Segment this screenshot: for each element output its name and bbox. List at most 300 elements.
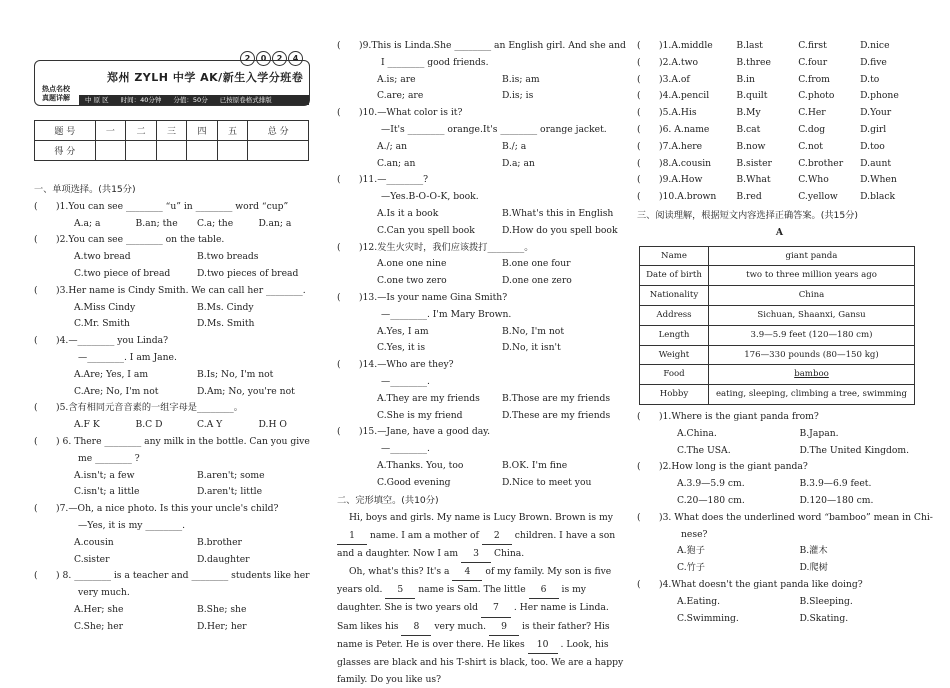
option-row <box>337 256 627 273</box>
option: A.Thanks. You, too <box>377 459 464 471</box>
option: B.quilt <box>736 90 768 102</box>
option: B.aren't; some <box>197 469 265 481</box>
cloze-option-group <box>659 72 922 89</box>
answer-paren[interactable]: ( <box>637 410 641 422</box>
option: B.cat <box>736 123 761 135</box>
score-cell[interactable] <box>248 141 309 161</box>
option: D.is; is <box>502 90 534 102</box>
option-row <box>337 88 627 105</box>
option: D.爬树 <box>799 562 828 574</box>
answer-paren[interactable]: ( <box>637 90 641 102</box>
option-row <box>34 552 320 569</box>
score-cell[interactable] <box>156 141 187 161</box>
question-line: —________. I'm Mary Brown. <box>381 308 512 320</box>
cloze-option-row <box>637 55 922 72</box>
option: D.daughter <box>197 553 250 565</box>
cloze-option-row <box>637 105 922 122</box>
score-cell[interactable] <box>217 141 248 161</box>
option: A.Are; Yes, I am <box>74 368 149 380</box>
option: B.Sleeping. <box>799 595 853 607</box>
option-row <box>34 535 320 552</box>
score-table: 题 号 一 二 三 四 五 总 分 得 分 <box>34 120 309 161</box>
option: B.My <box>736 107 761 119</box>
info-value: 176—330 pounds (80—150 kg) <box>709 345 915 365</box>
answer-paren[interactable]: ( <box>34 335 38 347</box>
cloze-passage <box>337 509 627 688</box>
info-key: Length <box>640 325 709 345</box>
cloze-text: name is Sam. The little <box>418 584 526 596</box>
answer-paren[interactable]: ( <box>337 359 341 371</box>
cloze-option-row <box>637 88 922 105</box>
cloze-option-row <box>637 189 922 206</box>
option: D.Nice to meet you <box>502 476 592 488</box>
answer-paren[interactable]: ( <box>637 107 641 119</box>
info-key: Hobby <box>640 385 709 405</box>
option: C.photo <box>798 90 835 102</box>
option: A.They are my friends <box>377 392 480 404</box>
cloze-blank[interactable]: 5 <box>385 581 415 599</box>
option-row <box>34 367 320 384</box>
option: C.Mr. Smith <box>74 318 130 330</box>
option-row <box>637 543 922 560</box>
info-value: bamboo <box>709 365 915 385</box>
question-stem <box>34 199 320 216</box>
option: B.an; the <box>135 217 178 229</box>
cloze-option-row <box>637 156 922 173</box>
question-text: )4.What doesn't the giant panda like doing? <box>659 578 863 590</box>
question-stem <box>337 240 627 257</box>
option: )9.A.How <box>659 174 703 186</box>
question-stem <box>337 38 627 55</box>
option: D.No, it isn't <box>502 342 561 354</box>
question-text: )1.You can see ________ “u” in ________ word “cup” <box>56 200 289 212</box>
question-stem <box>34 400 320 417</box>
option: D.girl <box>860 123 887 135</box>
option-row <box>34 602 320 619</box>
cloze-text: . Her name is Linda. Sam likes his <box>337 602 609 632</box>
question-stem <box>637 409 922 426</box>
option: C.an; an <box>377 157 416 169</box>
option: C.Are; No, I'm not <box>74 385 159 397</box>
option: D.How do you spell book <box>502 224 618 236</box>
cloze-text: . Look, his glasses are black and his T-shirt is black, too. We are a happy family. Do you like us? <box>337 638 624 686</box>
answer-paren[interactable]: ( <box>637 123 641 135</box>
answer-paren[interactable]: ( <box>637 56 641 68</box>
option-row <box>34 417 320 434</box>
option-row <box>337 391 627 408</box>
info-key: Name <box>640 246 709 266</box>
section-title: 二、完形填空。(共10分) <box>337 494 439 506</box>
option: B./; a <box>502 140 527 152</box>
option: C.are; are <box>377 90 424 102</box>
option: A.狍子 <box>677 545 705 557</box>
option: D.an; a <box>258 217 292 229</box>
question-text: )2.You can see ________ on the table. <box>56 234 225 246</box>
option-row <box>34 619 320 636</box>
option: )10.A.brown <box>659 191 717 203</box>
exam-info-bar: 中 原 区 时间：40分钟 分值：50分 已按原卷格式排版 <box>79 95 309 105</box>
option: C.She; her <box>74 620 124 632</box>
col2-questions <box>337 38 627 492</box>
option: )8.A.cousin <box>659 157 712 169</box>
option: B.No, I'm not <box>502 325 565 337</box>
option: D.H O <box>258 419 287 431</box>
option: C.one two zero <box>377 275 447 287</box>
option-row <box>637 594 922 611</box>
cloze-blank[interactable]: 2 <box>482 527 512 545</box>
question-stem <box>337 172 627 189</box>
info-row <box>640 305 915 325</box>
option-row <box>337 139 627 156</box>
option: B.is; am <box>502 73 540 85</box>
option: C.first <box>798 40 827 51</box>
year-digit: 4 <box>288 51 303 66</box>
column-3 <box>637 38 933 627</box>
option: B.Ms. Cindy <box>197 301 254 313</box>
answer-paren[interactable]: ( <box>637 73 641 85</box>
option: D.Your <box>860 107 892 119</box>
cloze-text: children. I have a son and a daughter. Now I am <box>337 529 616 559</box>
option: C.isn't; a little <box>74 486 140 498</box>
option: C.a; the <box>197 217 234 229</box>
cloze-option-group <box>659 189 922 206</box>
cloze-option-group <box>659 38 922 55</box>
option: C.four <box>798 56 828 68</box>
option: B.two breads <box>197 251 259 263</box>
option: D.five <box>860 56 887 68</box>
option: D.When <box>860 174 897 186</box>
option: C.from <box>798 73 830 85</box>
option-row <box>34 216 320 233</box>
option: B.red <box>736 191 762 203</box>
cloze-blank[interactable]: 4 <box>452 563 482 581</box>
cloze-paragraph <box>337 509 627 563</box>
answer-paren[interactable]: ( <box>637 461 641 473</box>
question-stem <box>337 424 627 441</box>
option: B.brother <box>197 536 242 548</box>
info-row <box>640 325 915 345</box>
cloze-option-row <box>637 72 922 89</box>
header-side-label: 热点名校 真题详解 <box>42 85 70 102</box>
question-line: —________. I am Jane. <box>78 351 177 363</box>
option: D.two pieces of bread <box>197 267 299 279</box>
cloze-blank[interactable]: 1 <box>337 527 367 545</box>
option: A.3.9—5.9 cm. <box>677 478 745 490</box>
option: D.Am; No, you're not <box>197 385 295 397</box>
exam-title: 郑州 ZYLH 中学 AK/新生入学分班卷 <box>107 71 304 84</box>
question-stem <box>637 577 922 594</box>
info-key: Food <box>640 365 709 385</box>
option-row <box>337 206 627 223</box>
option: C.not <box>798 140 823 152</box>
option: A.a; a <box>74 217 101 229</box>
option: B.one one four <box>502 258 571 270</box>
option: C.Swimming. <box>677 612 739 624</box>
question-text: )5.含有相同元音音素的一组字母是________。 <box>56 402 243 414</box>
option: B.3.9—6.9 feet. <box>799 478 872 490</box>
option: )3.A.of <box>659 73 690 85</box>
info-key: Address <box>640 305 709 325</box>
question-line: —________. <box>381 375 430 387</box>
option: C.Her <box>798 107 826 119</box>
score-cell[interactable] <box>126 141 157 161</box>
answer-paren[interactable]: ( <box>34 234 38 246</box>
option: D.aunt <box>860 157 892 169</box>
option: D.one one zero <box>502 275 572 287</box>
answer-paren[interactable]: ( <box>637 157 641 169</box>
cloze-blank[interactable]: 10 <box>528 636 558 654</box>
option: B.She; she <box>197 603 247 615</box>
question-text: )13.—Is your name Gina Smith? <box>359 291 508 303</box>
option-row <box>34 384 320 401</box>
cloze-text: is my daughter. She is two years old <box>337 584 586 614</box>
option: B.last <box>736 40 763 51</box>
answer-paren[interactable]: ( <box>337 40 341 51</box>
reading-questions <box>637 409 933 627</box>
option: A.China. <box>677 427 717 439</box>
info-key: Nationality <box>640 286 709 306</box>
cloze-text: China. <box>493 547 525 559</box>
answer-paren[interactable]: ( <box>637 511 641 523</box>
question-stem <box>337 105 627 122</box>
cloze-blank[interactable]: 7 <box>481 599 511 617</box>
option: D.Her; her <box>197 620 247 632</box>
option-row <box>34 249 320 266</box>
option: C.Good evening <box>377 476 451 488</box>
cloze-blank[interactable]: 3 <box>461 545 491 563</box>
question-text: )15.—Jane, have a good day. <box>359 426 491 438</box>
cloze-paragraph <box>337 563 627 688</box>
cloze-text: Oh, what's this? It's a <box>349 565 450 577</box>
score-cell[interactable] <box>187 141 218 161</box>
question-stem <box>34 333 320 350</box>
cloze-option-group <box>659 122 922 139</box>
option-row <box>34 316 320 333</box>
option: B.C D <box>135 419 163 431</box>
score-cell[interactable] <box>95 141 126 161</box>
exam-header <box>34 60 310 106</box>
cloze-options <box>637 38 922 206</box>
cloze-option-group <box>659 156 922 173</box>
info-value: China <box>709 286 915 306</box>
option: C.20—180 cm. <box>677 494 745 506</box>
option: B.three <box>736 56 771 68</box>
answer-paren[interactable]: ( <box>34 402 38 414</box>
section-title: 三、阅读理解，根据短文内容选择正确答案。(共15分) <box>637 209 858 221</box>
answer-paren[interactable]: ( <box>34 200 38 212</box>
section1-questions <box>34 199 320 636</box>
option-row <box>34 266 320 283</box>
cloze-option-row <box>637 38 922 55</box>
option: A.Miss Cindy <box>74 301 136 313</box>
option: C.yellow <box>798 191 838 203</box>
info-key: Weight <box>640 345 709 365</box>
option: B.What's this in English <box>502 207 614 219</box>
option: D.These are my friends <box>502 409 611 421</box>
answer-paren[interactable]: ( <box>34 284 38 296</box>
answer-paren[interactable]: ( <box>337 291 341 303</box>
info-value: giant panda <box>709 246 915 266</box>
info-row <box>640 266 915 286</box>
info-row <box>640 365 915 385</box>
answer-paren[interactable]: ( <box>337 426 341 438</box>
option: C.Yes, it is <box>377 342 426 354</box>
option: C.The USA. <box>677 444 731 456</box>
cloze-text: is their father? His name is Peter. He is over there. He likes <box>337 620 610 650</box>
option: B.now <box>736 140 766 152</box>
section-title: 一、单项选择。(共15分) <box>34 184 136 195</box>
option: D.too <box>860 140 885 152</box>
answer-paren[interactable]: ( <box>34 503 38 515</box>
option: C.She is my friend <box>377 409 463 421</box>
info-row <box>640 246 915 266</box>
option: B.Is; No, I'm not <box>197 368 274 380</box>
option-row <box>337 223 627 240</box>
cloze-option-row <box>637 139 922 156</box>
option: D.black <box>860 191 896 203</box>
question-line: —Yes, it is my ________. <box>78 519 186 531</box>
answer-paren[interactable]: ( <box>34 570 38 582</box>
question-text: )9.This is Linda.She ________ an English girl. And she and <box>359 40 626 51</box>
panda-info-table <box>639 246 915 405</box>
info-row <box>640 286 915 306</box>
cloze-option-group <box>659 172 922 189</box>
option: )4.A.pencil <box>659 90 710 102</box>
info-value: Sichuan, Shaanxi, Gansu <box>709 305 915 325</box>
option: C.A Y <box>197 419 223 431</box>
question-stem <box>34 501 320 518</box>
option-row <box>637 443 922 460</box>
option-row <box>34 484 320 501</box>
info-key: Date of birth <box>640 266 709 286</box>
info-value: eating, sleeping, climbing a tree, swimming <box>709 385 915 405</box>
option: D.120—180 cm. <box>799 494 874 506</box>
question-text: )2.How long is the giant panda? <box>659 461 808 473</box>
question-stem <box>34 283 320 300</box>
question-line: —It's ________ orange.It's ________ orange jacket. <box>381 123 607 135</box>
option: C.Who <box>798 174 829 186</box>
option: B.Japan. <box>799 427 839 439</box>
cloze-text: of my family. My son is five years old. <box>337 565 612 596</box>
question-text: )10.—What color is it? <box>359 107 463 119</box>
answer-paren[interactable]: ( <box>337 174 341 186</box>
question-text: )4.—________ you Linda? <box>56 335 169 347</box>
question-text: )11.—________? <box>359 174 429 186</box>
option-row <box>34 468 320 485</box>
option: B.灌木 <box>799 545 828 557</box>
answer-paren[interactable]: ( <box>637 578 641 590</box>
answer-paren[interactable]: ( <box>637 191 641 203</box>
option: D.a; an <box>502 157 535 169</box>
question-stem <box>337 290 627 307</box>
option: )1.A.middle <box>659 40 713 51</box>
cloze-text: Hi, boys and girls. My name is Lucy Brown. Brown is my <box>349 512 613 524</box>
answer-paren[interactable]: ( <box>637 140 641 152</box>
option-row <box>337 408 627 425</box>
cloze-option-group <box>659 139 922 156</box>
option: C.brother <box>798 157 844 169</box>
option: A.F K <box>74 419 100 431</box>
option: D.The United Kingdom. <box>799 444 910 456</box>
question-text: )3. What does the underlined word “bamboo” mean in Chi- <box>659 511 933 523</box>
option-row <box>637 426 922 443</box>
year-digit: 2 <box>240 51 255 66</box>
option: D.Ms. Smith <box>197 318 255 330</box>
info-value: 3.9—5.9 feet (120—180 cm) <box>709 325 915 345</box>
column-1 <box>34 180 320 636</box>
option-row <box>637 476 922 493</box>
option: A.one one nine <box>377 258 447 270</box>
option-row <box>637 611 922 628</box>
option: A.Yes, I am <box>377 325 429 337</box>
question-stem <box>34 434 320 451</box>
cloze-blank[interactable]: 9 <box>489 618 519 636</box>
question-line: —________. <box>381 443 430 455</box>
question-line: —Yes.B-O-O-K, book. <box>381 191 479 203</box>
option: D.to <box>860 73 880 85</box>
year-digit: 0 <box>256 51 271 66</box>
cloze-text: name. I am a mother of <box>369 529 479 541</box>
option-row <box>337 273 627 290</box>
info-value: two to three million years ago <box>709 266 915 286</box>
option-row <box>337 340 627 357</box>
option: C.竹子 <box>677 562 705 574</box>
question-text: )3.Her name is Cindy Smith. We can call her ________. <box>56 284 306 296</box>
option: A.Her; she <box>74 603 124 615</box>
cloze-option-row <box>637 172 922 189</box>
option: D.phone <box>860 90 899 102</box>
option-row <box>637 493 922 510</box>
answer-paren[interactable]: ( <box>637 174 641 186</box>
option: B.What <box>736 174 771 186</box>
option-row <box>337 475 627 492</box>
option: B.Those are my friends <box>502 392 611 404</box>
option: A.two bread <box>74 251 131 263</box>
cloze-text: very much. <box>434 620 487 632</box>
option-row <box>637 560 922 577</box>
option: )7.A.here <box>659 140 703 152</box>
question-text: )12.发生火灾时，我们应该拨打________。 <box>359 241 534 253</box>
option: D.Skating. <box>799 612 849 624</box>
passage-label: A <box>775 226 784 238</box>
answer-paren[interactable]: ( <box>34 435 38 447</box>
answer-paren[interactable]: ( <box>337 241 341 253</box>
option-row <box>337 324 627 341</box>
cloze-option-group <box>659 88 922 105</box>
question-text: )7.—Oh, a nice photo. Is this your uncle's child? <box>56 503 279 515</box>
column-2 <box>337 38 627 688</box>
cloze-option-group <box>659 105 922 122</box>
question-stem <box>34 232 320 249</box>
year-digit: 2 <box>272 51 287 66</box>
option: A.isn't; a few <box>74 469 135 481</box>
question-line: me ________ ? <box>78 452 140 464</box>
info-row <box>640 385 915 405</box>
question-stem <box>34 568 320 585</box>
option: C.two piece of bread <box>74 267 171 279</box>
answer-paren[interactable]: ( <box>337 107 341 119</box>
question-line: very much. <box>78 587 130 599</box>
question-stem <box>637 459 922 476</box>
cloze-blank[interactable]: 6 <box>529 581 559 599</box>
option: )5.A.His <box>659 107 697 119</box>
option: A.cousin <box>74 536 114 548</box>
cloze-blank[interactable]: 8 <box>401 618 431 636</box>
answer-paren[interactable]: ( <box>637 40 641 51</box>
question-line: I ________ good friends. <box>381 56 489 68</box>
option: A.Is it a book <box>377 207 439 219</box>
question-line: nese? <box>681 528 708 540</box>
